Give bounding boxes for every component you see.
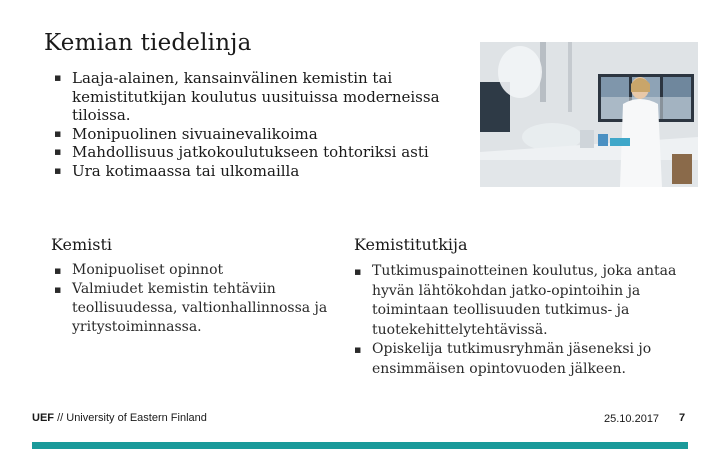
bullet-icon: ▪ <box>54 145 62 158</box>
bullet-text: Laaja-alainen, kansainvälinen kemistin tai kemistitutkijan koulutus uusituissa moderneissa tiloissa. <box>72 69 440 124</box>
kemisti-bullet-list <box>54 261 344 337</box>
kemisti-heading: Kemisti <box>51 235 113 254</box>
bullet-text: Opiskelija tutkimusryhmän jäseneksi jo ensimmäisen opintovuoden jälkeen. <box>372 341 652 377</box>
bullet-icon: ▪ <box>54 163 62 177</box>
bullet-icon: ▪ <box>354 265 362 278</box>
footer-organization <box>32 412 207 424</box>
bullet-icon: ▪ <box>54 264 62 277</box>
bullet-text: Monipuoliset opinnot <box>72 262 224 278</box>
footer-date: 25.10.2017 <box>604 413 660 425</box>
list-item <box>54 125 454 144</box>
footer-brand: UEF <box>32 412 54 424</box>
list-item <box>54 143 454 162</box>
list-item <box>54 69 454 125</box>
bullet-icon: ▪ <box>354 343 362 356</box>
kemistitutkija-heading: Kemistitutkija <box>354 235 468 254</box>
laboratory-photo <box>480 42 698 187</box>
page-number: 7 <box>679 412 686 424</box>
bullet-text: Tutkimuspainotteinen koulutus, joka antaa hyvän lähtökohdan jatko-opintoihin ja toimintaan teollisuuden tutkimus- ja tuotekehittelytehtävissä. <box>372 263 677 338</box>
footer-accent-bar <box>32 442 688 449</box>
slide-title: Kemian tiedelinja <box>44 30 252 56</box>
list-item <box>54 280 344 337</box>
list-item <box>54 261 344 280</box>
bullet-text: Mahdollisuus jatkokoulutukseen tohtoriksi asti <box>72 143 429 161</box>
main-bullet-list <box>54 69 454 180</box>
bullet-icon: ▪ <box>54 71 62 84</box>
list-item <box>354 340 684 379</box>
bullet-text: Ura kotimaassa tai ulkomailla <box>72 161 300 180</box>
bullet-icon: ▪ <box>54 126 62 140</box>
bullet-text: Valmiudet kemistin tehtäviin teollisuudessa, valtionhallinnossa ja yritystoiminnassa. <box>72 281 328 335</box>
footer-separator: // <box>57 412 64 424</box>
bullet-text: Monipuolinen sivuainevalikoima <box>72 124 318 143</box>
footer-org-name: University of Eastern Finland <box>66 412 207 424</box>
list-item <box>354 262 684 340</box>
list-item <box>54 162 454 181</box>
bullet-icon: ▪ <box>54 283 62 296</box>
kemistitutkija-bullet-list <box>354 262 684 379</box>
